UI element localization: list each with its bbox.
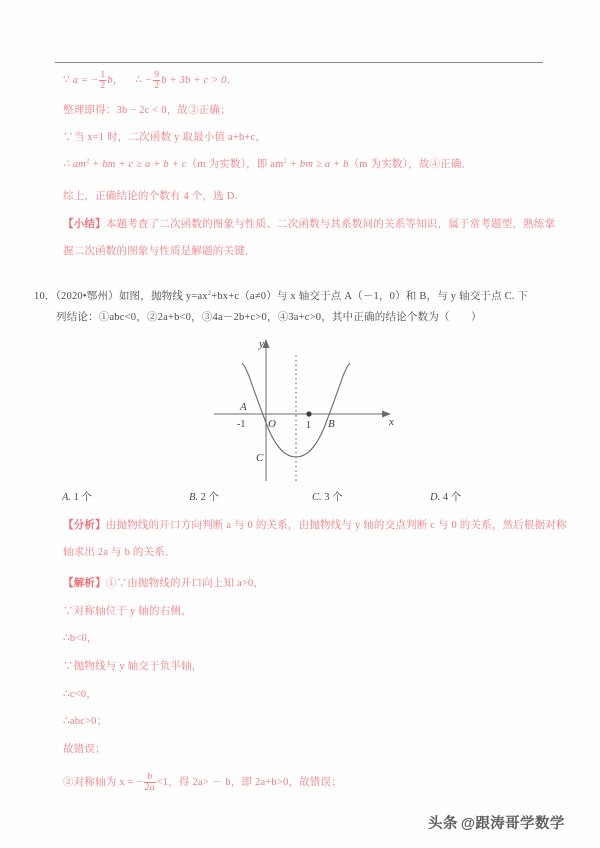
question-stem-line-1: 10．（2020•鄂州）如图，抛物线 $y=ax^2+bx+c(a\ne 0)$与 x 轴交于点 A（－1，0）和 B，与 y 轴交于点 C. 下: [34, 289, 529, 302]
option-d-label: D.: [430, 492, 441, 503]
point-b-label: B: [328, 418, 335, 430]
analysis-line-2: 轴求出 2a 与 b 的关系．: [63, 547, 176, 558]
answer-options: [62, 489, 532, 504]
option-b-text: 2 个: [200, 492, 220, 503]
summary-line-1: 【小结】本题考查了二次函数的图象与性质、二次函数与其系数间的关系等知识，属于常考题型，熟练掌: [63, 219, 556, 230]
fraction-one-half: $\frac{1}{2}$: [100, 68, 106, 91]
parabola-svg: [196, 336, 416, 484]
question-number: 10．: [34, 291, 56, 302]
solution-line-2: ∵对称轴位于 y 轴的右侧，: [63, 606, 192, 617]
exponent-stem: 2: [207, 289, 212, 297]
option-c-label: C.: [312, 492, 322, 503]
therefore-symbol: [135, 75, 142, 86]
solution-line-7: 故错误；: [63, 744, 106, 755]
because-symbol: [63, 75, 70, 86]
tick-label-minus-1: -1: [237, 419, 246, 430]
fraction-nine-halves: $\frac{9}{2}$: [154, 68, 160, 91]
formula-line-2: 整理即得：3b − 2c < 0，故③正确；: [63, 105, 231, 116]
point-c-label: C: [256, 452, 264, 464]
analysis-line-1: 【分析】由抛物线的开口方向判断 a 与 0 的关系，由抛物线与 y 轴的交点判断 c 与 0 的关系，然后根据对称: [63, 520, 567, 531]
question-stem-line-2: 列结论：①abc<0，②2a+b<0，③4a－2b+c>0，④3a+c>0，其中正确的结论个数为（ ）: [56, 312, 482, 323]
exponent-2b: 2: [283, 157, 287, 165]
option-d-text: 4 个: [442, 492, 462, 503]
marked-point-x-equals-1: [306, 411, 311, 416]
solution-line-4: ∵抛物线与 y 轴交于负半轴，: [63, 661, 203, 672]
watermark: [428, 812, 565, 833]
y-axis-label: y: [259, 338, 264, 350]
option-c-text: 3 个: [324, 492, 343, 503]
question-source: （2020•鄂州）: [55, 291, 119, 302]
summary-line-2: 握二次函数的图象与性质是解题的关键．: [63, 246, 256, 257]
formula-line-5: 综上，正确结论的个数有 4 个，选 D.: [63, 191, 238, 202]
exponent-2a: 2: [85, 157, 90, 165]
solution-line-1: 【解析】①∵由抛物线的开口向上知 a>0，: [63, 578, 265, 589]
summary-tag: 【小结】: [63, 219, 106, 230]
analysis-tag: 【分析】: [63, 520, 106, 531]
solution-line-5: ∴c<0，: [63, 689, 98, 700]
formula-line-3: ∵当 x=1 时，二次函数 y 取最小值 a+b+c，: [63, 132, 267, 143]
solution-line-6: ∴abc>0；: [63, 716, 108, 727]
origin-label: O: [268, 418, 276, 430]
x-axis-label: x: [389, 416, 394, 428]
formula-line-4: ∴ $am^2$ + bm + c ≥ a + b + c（m 为实数），即 $am^2$ + bm ≥ a + b（m 为实数），故④正确．: [63, 157, 473, 170]
section-divider: [55, 62, 543, 63]
tick-label-1: 1: [306, 420, 311, 431]
option-c[interactable]: [312, 489, 430, 504]
option-b[interactable]: [189, 489, 312, 504]
watermark-logo: 头条: [428, 816, 458, 832]
option-a-label: A.: [62, 492, 72, 503]
option-a-text: 1 个: [73, 492, 93, 503]
option-b-label: B.: [189, 492, 199, 503]
formula-line-1: ∵ a = − $\frac{1}{2}$ b， ∴ − $\frac{9}{2}$ b + 3b + c > 0．: [63, 70, 237, 91]
fraction-b-over-2a: $\frac{b}{2a}$: [144, 770, 155, 793]
option-a[interactable]: [62, 489, 189, 504]
option-d[interactable]: [430, 489, 530, 504]
solution-tag: 【解析】: [63, 578, 106, 589]
solution-line-8: ②对称轴为 x = − $\frac{b}{2a}$ <1，得 2a> － b，即 2a+b>0，故错误；: [63, 770, 342, 793]
watermark-handle: @跟涛哥学数学: [460, 816, 565, 832]
point-a-label: A: [240, 401, 247, 413]
parabola-figure: [196, 336, 416, 484]
solution-line-3: ∴b<0，: [63, 633, 98, 644]
